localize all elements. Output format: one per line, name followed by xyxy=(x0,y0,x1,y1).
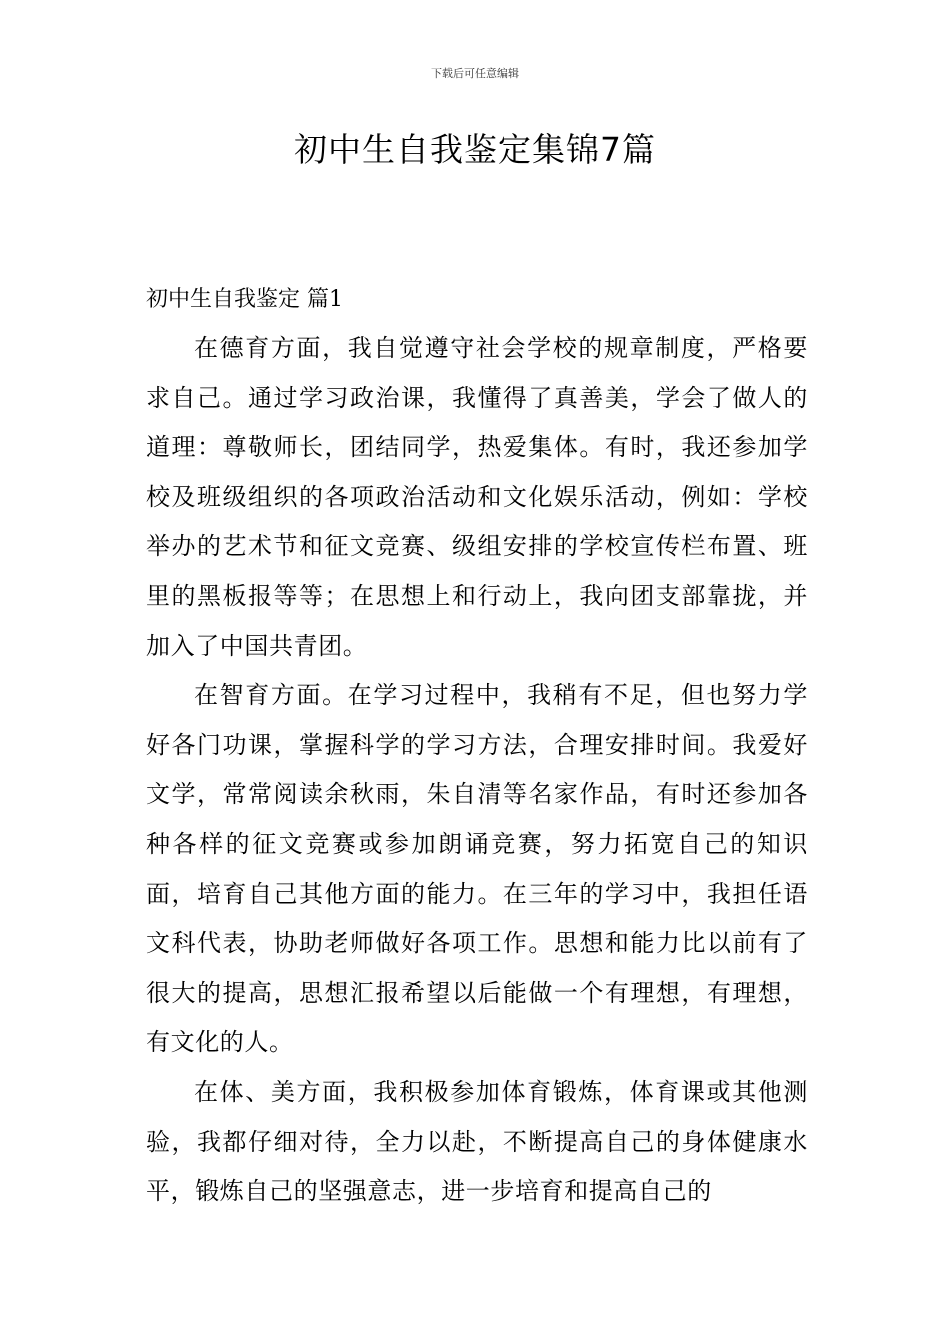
section-heading: 初中生自我鉴定 篇1 xyxy=(146,287,343,312)
section-body xyxy=(146,324,808,1217)
header-note: 下载后可任意编辑 xyxy=(431,67,519,80)
paragraph-intellectual-education: 在智育方面。在学习过程中，我稍有不足，但也努力学好各门功课，掌握科学的学习方法，合理安排时间。我爱好文学，常常阅读余秋雨，朱自清等名家作品，有时还参加各种各样的征文竞赛或参加朗诵竞赛，努力拓宽自己的知识面，培育自己其他方面的能力。在三年的学习中，我担任语文科代表，协助老师做好各项工作。思想和能力比以前有了很大的提高，思想汇报希望以后能做一个有理想，有理想，有文化的人。 xyxy=(146,681,808,1057)
paragraph-moral-education: 在德育方面，我自觉遵守社会学校的规章制度，严格要求自己。通过学习政治课，我懂得了真善美，学会了做人的道理：尊敬师长，团结同学，热爱集体。有时，我还参加学校及班级组织的各项政治活动和文化娱乐活动，例如：学校举办的艺术节和征文竞赛、级组安排的学校宣传栏布置、班里的黑板报等等；在思想上和行动上，我向团支部靠拢，并加入了中国共青团。 xyxy=(146,334,808,660)
document-title: 初中生自我鉴定集锦7篇 xyxy=(294,130,656,169)
paragraph-physical-aesthetic-education: 在体、美方面，我积极参加体育锻炼，体育课或其他测验，我都仔细对待，全力以赴，不断提高自己的身体健康水平，锻炼自己的坚强意志，进一步培育和提高自己的 xyxy=(146,1077,808,1206)
